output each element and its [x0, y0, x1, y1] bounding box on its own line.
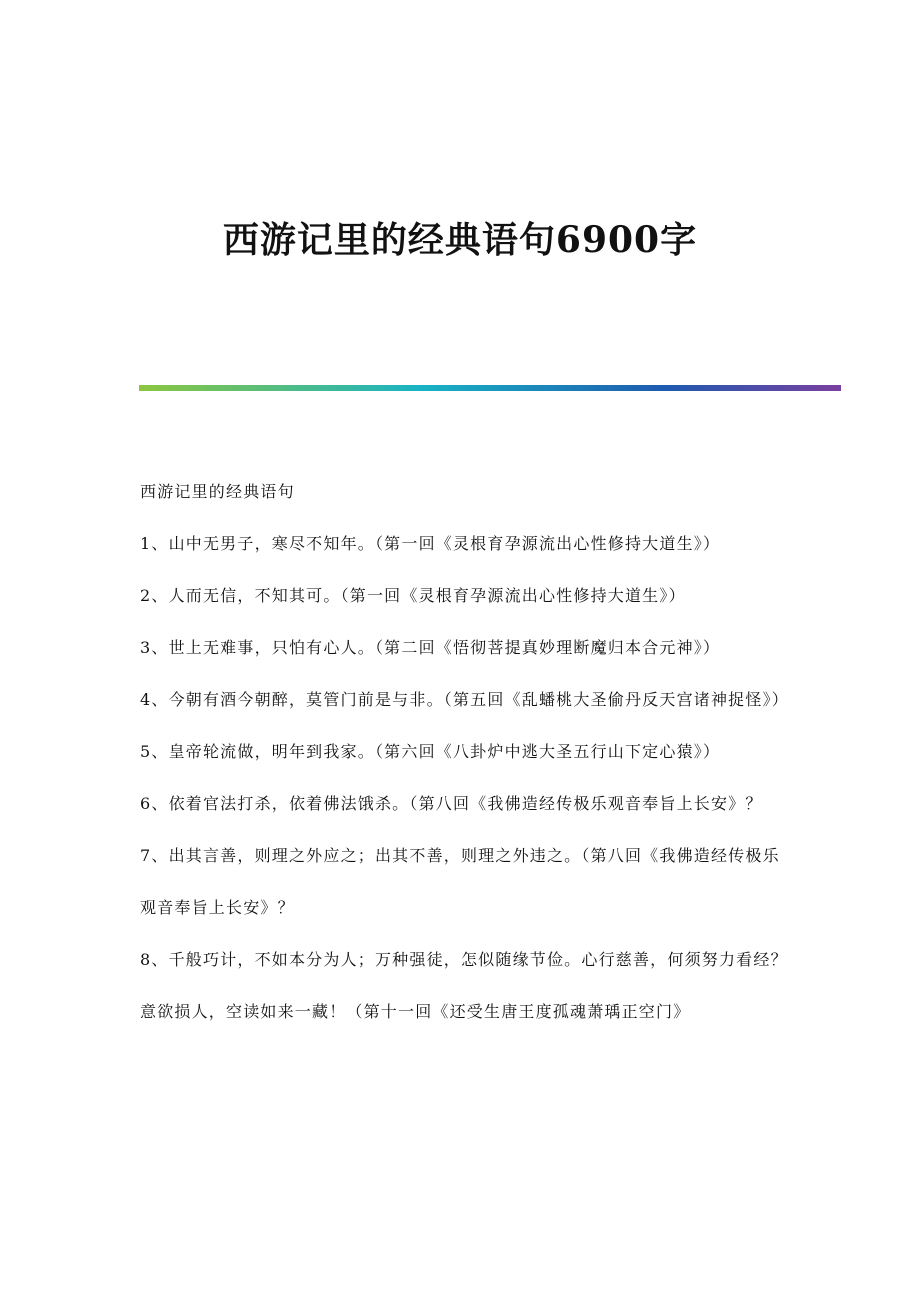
title-divider: [139, 385, 841, 391]
document-body: [140, 466, 790, 1038]
quote-item-4: 4、今朝有酒今朝醉，莫管门前是与非。（第五回《乱蟠桃大圣偷丹反天宫诸神捉怪》）: [140, 690, 789, 709]
quote-item-6: 6、依着官法打杀，依着佛法饿杀。（第八回《我佛造经传极乐观音奉旨上长安》？: [140, 794, 763, 813]
section-heading: 西游记里的经典语句: [140, 482, 295, 501]
quote-item-1: 1、山中无男子，寒尽不知年。（第一回《灵根育孕源流出心性修持大道生》）: [140, 534, 721, 553]
quote-item-8: 8、千般巧计，不如本分为人；万种强徒，怎似随缘节俭。心行慈善，何须努力看经？意欲损人，空读如来一藏！（第十一回《还受生唐王度孤魂萧瑀正空门》: [140, 950, 788, 1021]
page-title: 西游记里的经典语句6900字: [222, 219, 698, 261]
quote-item-7: 7、出其言善，则理之外应之；出其不善，则理之外违之。（第八回《我佛造经传极乐观音奉旨上长安》？: [140, 846, 780, 917]
quote-item-3: 3、世上无难事，只怕有心人。（第二回《悟彻菩提真妙理断魔归本合元神》）: [140, 638, 721, 657]
quote-item-2: 2、人而无信，不知其可。（第一回《灵根育孕源流出心性修持大道生》）: [140, 586, 686, 605]
quote-item-5: 5、皇帝轮流做，明年到我家。（第六回《八卦炉中逃大圣五行山下定心猿》）: [140, 742, 721, 761]
